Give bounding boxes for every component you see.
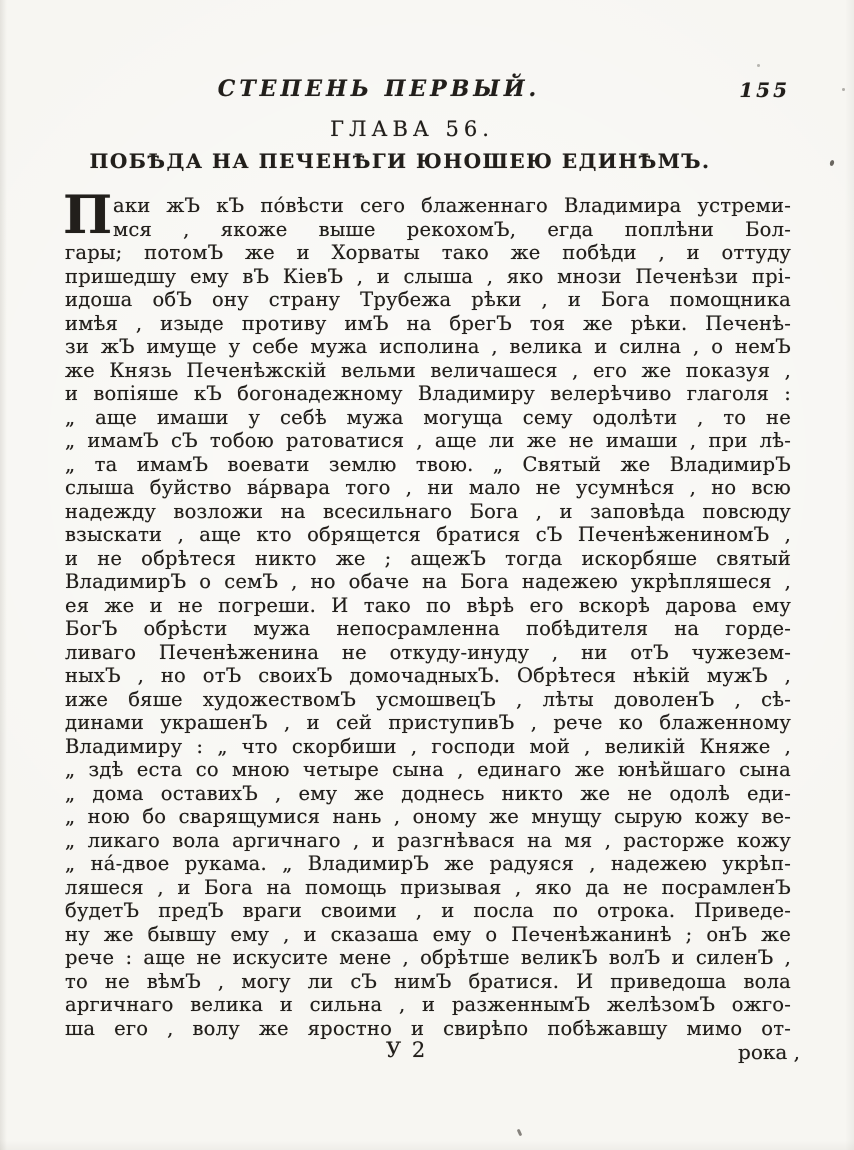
text-line: ВладимирЪ о семЪ , но обаче на Бога надежею укрѣпляшеся , <box>65 570 791 593</box>
text-line: ныхЪ , но отЪ своихЪ домочадныхЪ. Обрѣтеся нѣкій мужЪ , <box>65 664 791 687</box>
text-line: „ дома оставихЪ , ему же доднесь никто же не одолѣ еди- <box>65 781 791 805</box>
text-line: ливаго Печенѣженина не откуду-инуду , ни отЪ чужезем- <box>65 640 791 664</box>
text-line: „ та имамЪ воевати землю твою. „ Святый же ВладимирЪ <box>65 452 791 476</box>
text-line: и не обрѣтеся никто же ; ащежЪ тогда искорбяше святый <box>65 546 791 570</box>
text-line: же Князь Печенѣжскій вельми величашеся , его же показуя , <box>65 358 791 382</box>
text-line: динами украшенЪ , и сей приступивЪ , рече ко блаженному <box>65 711 791 734</box>
text-line: зи жЪ имуще у себе мужа исполина , велика и силна , о немЪ <box>65 335 791 358</box>
scan-speck <box>829 160 835 167</box>
text-line: „ ликаго вола аргичнаго , и разгнѣвася на мя , расторже кожу <box>65 828 791 852</box>
scan-speck <box>517 1129 523 1137</box>
text-line: Владимиру : „ что скорбиши , господи мой , великій Княже , <box>65 734 791 758</box>
text-line: надежду возложи на всесильнаго Бога , и заповѣда повсюду <box>65 499 791 523</box>
text-line: ша его , волу же яростно и свирѣпо побѣжавшу мимо от- <box>65 1016 791 1040</box>
text-line: аки жЪ кЪ по́вѣсти сего блаженнаго Владимира устреми- <box>113 194 791 217</box>
text-line: „ здѣ еста со мною четыре сына , единаго же юнѣйшаго сына <box>65 758 791 781</box>
text-line: гары; потомЪ же и Хорваты тако же побѣди , и оттуду <box>65 241 791 264</box>
text-line: пришедшу ему вЪ КіевЪ , и слыша , яко мнози Печенѣзи прі- <box>65 264 791 288</box>
text-line: „ ною бо сварящумися нань , оному же мнущу сырую кожу ве- <box>65 805 791 828</box>
text-line: мся , якоже выше рекохомЪ, егда поплѣни Бол- <box>113 217 791 241</box>
catchword: рока , <box>738 1040 800 1064</box>
text-line: „ аще имаши у себѣ мужа могуща сему одолѣти , то не <box>65 405 791 429</box>
text-line: „ имамЪ сЪ тобою ратоватися , аще ли же не имаши , при лѣ- <box>65 429 791 452</box>
text-line: имѣя , изыде противу имЪ на брегЪ тоя же рѣки. Печенѣ- <box>65 311 791 335</box>
text-line: ея же и не погреши. И тако по вѣрѣ его вскорѣ дарова ему <box>65 593 791 617</box>
running-title: СТЕПЕНЬ ПЕРВЫЙ. <box>217 76 541 102</box>
text-line: иже бяше художествомЪ усмошвецЪ , лѣты доволенЪ , сѣ- <box>65 687 791 711</box>
text-line: и вопіяше кЪ богонадежному Владимиру велерѣчиво глаголя : <box>65 382 791 405</box>
scan-speck <box>842 88 845 91</box>
text-line: БогЪ обрѣсти мужа непосрамленна побѣдителя на горде- <box>65 617 791 640</box>
text-line: „ на́-двое рукама. „ ВладимирЪ же радуяся , надежею укрѣп- <box>65 852 791 875</box>
chapter-title: ПОБѢДА НА ПЕЧЕНѢГИ ЮНОШЕЮ ЕДИНѢМЪ. <box>89 149 711 173</box>
text-line: то не вѣмЪ , могу ли сЪ нимЪ братися. И приведоша вола <box>65 969 791 993</box>
text-line: будетЪ предЪ враги своими , и посла по отрока. Приведе- <box>65 899 791 922</box>
drop-cap-letter: П <box>63 185 113 246</box>
chapter-heading: ГЛАВА 56. <box>330 117 494 141</box>
text-line: ну же бывшу ему , и сказаша ему о Печенѣжанинѣ ; онЪ же <box>65 922 791 946</box>
scan-speck <box>757 64 760 67</box>
text-line: рече : аще не искусите мене , обрѣтше великЪ волЪ и силенЪ , <box>65 946 791 969</box>
text-line: идоша обЪ ону страну Трубежа рѣки , и Бога помощника <box>65 288 791 311</box>
text-line: ляшеся , и Бога на помощь призывая , яко да не посрамленЪ <box>65 875 791 899</box>
body-text <box>63 185 791 1040</box>
text-line: аргичнаго велика и сильна , и разженнымЪ желѣзомЪ ожго- <box>65 993 791 1016</box>
page-number: 155 <box>739 78 790 102</box>
text-line: слыша буйство ва́рвара того , ни мало не усумнѣся , но всю <box>65 476 791 499</box>
text-line: взыскати , аще кто обрящется братися сЪ ПеченѣжениномЪ , <box>65 523 791 546</box>
signature-mark: У 2 <box>386 1038 428 1062</box>
